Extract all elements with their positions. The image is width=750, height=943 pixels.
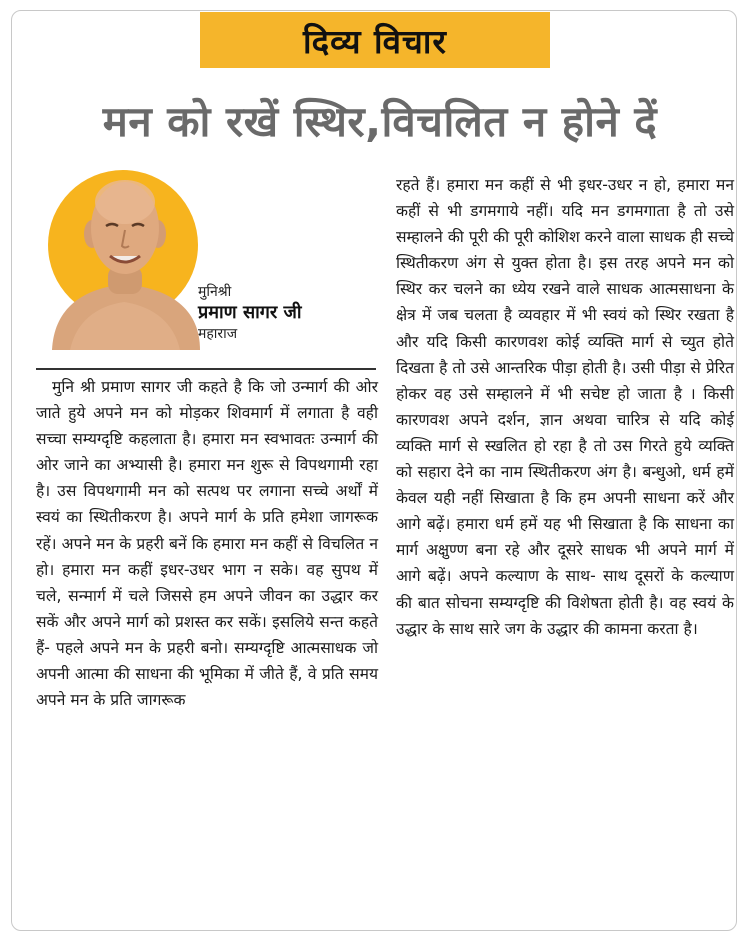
article-column-right — [396, 172, 734, 642]
byline-divider — [36, 368, 376, 370]
section-banner — [200, 12, 550, 68]
article-column-left — [36, 374, 378, 713]
author-suffix: महाराज — [198, 326, 238, 342]
author-prefix: मुनिश्री — [198, 284, 232, 300]
headline: मन को रखें स्थिर,विचलित न होने दें — [102, 97, 658, 146]
author-byline — [198, 283, 368, 343]
author-photo — [40, 160, 200, 350]
author-name: प्रमाण सागर जी — [198, 302, 302, 323]
section-banner-label: दिव्य विचार — [303, 21, 447, 61]
article-text-left: मुनि श्री प्रमाण सागर जी कहते है कि जो उन्मार्ग की ओर जाते हुये अपने मन को मोड़कर शिवमार्ग में लगाता है वही सच्चा सम्यग्दृष्टि कहलाता है। हमारा मन स्वभावतः उन्मार्ग की ओर जाने का अभ्यासी है। हमारा मन शुरू से विपथगामी रहा है। उस विपथगामी मन को सत्पथ पर लगाना सच्चे अर्थों में स्वयं का स्थितीकरण है। अपने मार्ग के प्रति हमेशा जागरूक रहें। अपने मन के प्रहरी बनें कि हमारा मन कहीं से विचलित न हो। हमारा मन कहीं इधर-उधर भाग न सके। वह सुपथ में चले, सन्मार्ग में चले जिससे हम अपने जीवन का उद्धार कर सकें और अपने मार्ग को प्रशस्त कर सकें। इसलिये सन्त कहते हैं- पहले अपने मन के प्रहरी बनो। सम्यग्दृष्टि आत्मसाधक जो अपनी आत्मा की साधना की भूमिका में जीते हैं, वे प्रति समय अपने मन के प्रति जागरूक — [36, 378, 378, 710]
author-portrait-icon — [40, 160, 200, 350]
article-text-right: रहते हैं। हमारा मन कहीं से भी इधर-उधर न हो, हमारा मन कहीं से भी डगमगाये नहीं। यदि मन डगमगाता है तो उसे सम्हालने की पूरी की पूरी कोशिश करने वाला साधक ही सच्चे स्थितीकरण अंग से युक्त होता है। इस तरह अपने मन को स्थिर कर चलने का ध्येय रखने वाले साधक आत्मसाधना के क्षेत्र में जब चलता है व्यवहार में भी स्वयं को स्थिर रखता है और यदि किसी कारणवश कोई व्यक्ति मार्ग से च्युत होते दिखता है तो उसे आन्तरिक पीड़ा होती है। उसी पीड़ा से प्रेरित होकर वह उसे सम्हालने में भी सचेष्ट हो जाता है । किसी कारणवश अपने दर्शन, ज्ञान अथवा चारित्र से यदि कोई व्यक्ति मार्ग से स्खलित हो रहा है तो उस गिरते हुये व्यक्ति को सहारा देने का नाम स्थितीकरण अंग है। बन्धुओ, धर्म हमें केवल यही नहीं सिखाता है कि हम अपनी साधना करें और आगे बढ़ें। हमारा धर्म हमें यह भी सिखाता है कि साधना का मार्ग अक्षुण्ण बना रहे और दूसरे साधक भी अपने मार्ग में आगे बढ़ें। अपने कल्याण के साथ- साथ दूसरों के कल्याण की बात सोचना सम्यग्दृष्टि की विशेषता होती है। वह स्वयं के उद्धार के साथ सारे जग के उद्धार की कामना करता है। — [396, 176, 734, 638]
